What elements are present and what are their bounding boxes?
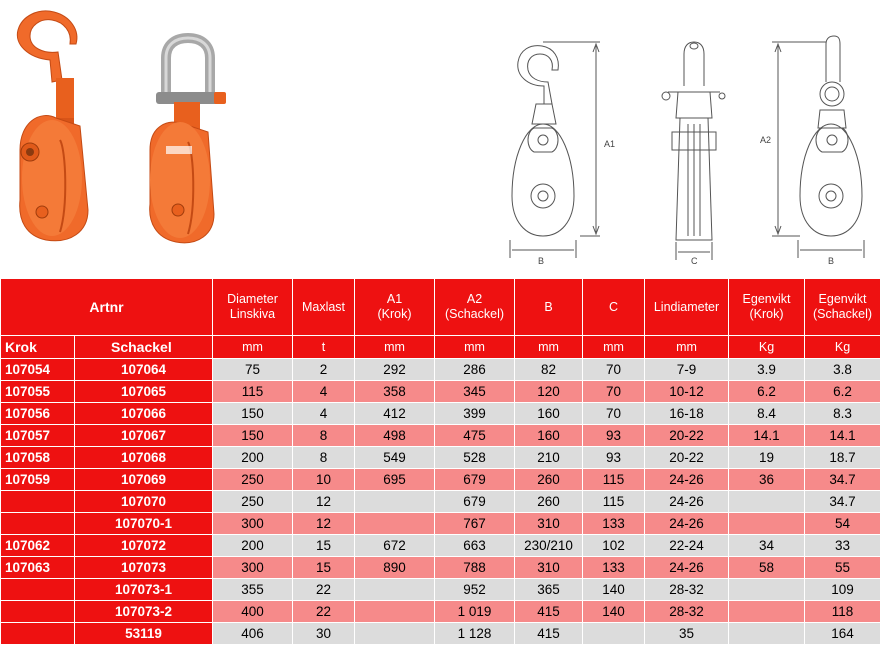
cell-vikt-schackel: 34.7 [805,491,880,513]
cell-schackel: 107064 [75,359,213,381]
shackle-block-photo [150,38,226,243]
header-vikt-schackel [805,279,880,336]
header-vikt-krok-line2: (Krok) [749,307,784,321]
cell-vikt-krok: 19 [729,447,805,469]
cell-vikt-schackel: 8.3 [805,403,880,425]
cell-vikt-schackel: 14.1 [805,425,880,447]
cell-krok: 107059 [1,469,75,491]
cell-a2: 399 [435,403,515,425]
hook-block-drawing [510,42,600,258]
cell-vikt-schackel: 18.7 [805,447,880,469]
cell-diameter: 300 [213,513,293,535]
cell-c [583,623,645,645]
cell-vikt-krok: 34 [729,535,805,557]
header-b-line1: B [544,299,553,314]
cell-vikt-krok [729,491,805,513]
header-vikt-krok-line1: Egenvikt [742,292,791,306]
cell-a1: 549 [355,447,435,469]
table-row [1,623,880,645]
cell-diameter: 150 [213,425,293,447]
cell-maxlast: 4 [293,403,355,425]
cell-b: 230/210 [515,535,583,557]
cell-vikt-schackel: 3.8 [805,359,880,381]
header-schackel: Schackel [75,336,213,359]
header-a2 [435,279,515,336]
cell-lindiameter: 20-22 [645,425,729,447]
cell-diameter: 115 [213,381,293,403]
table-row [1,491,880,513]
cell-b: 260 [515,469,583,491]
cell-krok: 107055 [1,381,75,403]
cell-vikt-schackel: 118 [805,601,880,623]
cell-maxlast: 15 [293,535,355,557]
cell-schackel: 107073 [75,557,213,579]
cell-c: 133 [583,513,645,535]
cell-c: 140 [583,601,645,623]
product-figure [0,0,880,278]
cell-vikt-krok: 14.1 [729,425,805,447]
cell-krok: 107056 [1,403,75,425]
cell-schackel: 107070 [75,491,213,513]
cell-c: 70 [583,403,645,425]
cell-a2: 1 128 [435,623,515,645]
cell-a2: 286 [435,359,515,381]
cell-schackel: 107073-2 [75,601,213,623]
dim-label-b-left: B [538,256,545,266]
cell-diameter: 200 [213,447,293,469]
cell-lindiameter: 28-32 [645,601,729,623]
cell-c: 70 [583,359,645,381]
cell-schackel: 107072 [75,535,213,557]
cell-a1 [355,623,435,645]
cell-b: 310 [515,513,583,535]
cell-diameter: 75 [213,359,293,381]
cell-lindiameter: 24-26 [645,469,729,491]
cell-c: 70 [583,381,645,403]
cell-a1: 412 [355,403,435,425]
cell-vikt-krok: 36 [729,469,805,491]
header-maxlast [293,279,355,336]
cell-a1: 672 [355,535,435,557]
hook-block-photo [17,11,88,241]
cell-a1: 695 [355,469,435,491]
cell-b: 120 [515,381,583,403]
cell-maxlast: 22 [293,579,355,601]
cell-krok: 107058 [1,447,75,469]
header-lindiameter [645,279,729,336]
cell-lindiameter: 24-26 [645,513,729,535]
header-row [1,279,880,336]
cell-vikt-schackel: 6.2 [805,381,880,403]
cell-diameter: 200 [213,535,293,557]
header-c-line1: C [609,299,619,314]
cell-lindiameter: 28-32 [645,579,729,601]
cell-vikt-krok: 6.2 [729,381,805,403]
dim-label-b-right: B [828,256,835,266]
header-diameter [213,279,293,336]
cell-b: 160 [515,425,583,447]
cell-a2: 1 019 [435,601,515,623]
table-row [1,535,880,557]
cell-b: 260 [515,491,583,513]
cell-krok: 107063 [1,557,75,579]
cell-lindiameter: 24-26 [645,557,729,579]
cell-b: 415 [515,601,583,623]
cell-a1: 890 [355,557,435,579]
cell-b: 160 [515,403,583,425]
cell-maxlast: 2 [293,359,355,381]
cell-c: 93 [583,447,645,469]
cell-vikt-krok [729,623,805,645]
cell-diameter: 406 [213,623,293,645]
cell-a1 [355,601,435,623]
table-row [1,403,880,425]
cell-c: 140 [583,579,645,601]
cell-a2: 788 [435,557,515,579]
dim-label-a1: A1 [604,139,616,149]
header-artnr: Artnr [1,279,213,336]
cell-lindiameter: 35 [645,623,729,645]
header-a2-line1: A2 [466,292,483,306]
cell-a2: 528 [435,447,515,469]
cell-maxlast: 30 [293,623,355,645]
cell-vikt-krok: 3.9 [729,359,805,381]
cell-maxlast: 8 [293,447,355,469]
cell-schackel: 107073-1 [75,579,213,601]
cell-maxlast: 22 [293,601,355,623]
cell-schackel: 107070-1 [75,513,213,535]
cell-a1: 292 [355,359,435,381]
table-row [1,601,880,623]
cell-lindiameter: 10-12 [645,381,729,403]
unit-row [1,336,880,359]
unit-a1: mm [355,336,435,359]
header-vikt-schackel-line1: Egenvikt [818,292,867,306]
cell-schackel: 107066 [75,403,213,425]
table-row [1,447,880,469]
cell-a2: 679 [435,491,515,513]
cell-a2: 952 [435,579,515,601]
cell-krok: 107062 [1,535,75,557]
cell-schackel: 53119 [75,623,213,645]
cell-schackel: 107065 [75,381,213,403]
cell-a1: 498 [355,425,435,447]
header-a1-line2: (Krok) [377,307,412,321]
cell-vikt-krok [729,513,805,535]
cell-vikt-krok: 8.4 [729,403,805,425]
cell-schackel: 107068 [75,447,213,469]
dim-label-a2: A2 [760,135,772,145]
unit-b: mm [515,336,583,359]
cell-schackel: 107069 [75,469,213,491]
header-maxlast-line1: Maxlast [301,299,346,314]
header-vikt-schackel-line2: (Schackel) [812,307,873,321]
cell-a1 [355,579,435,601]
cell-vikt-schackel: 109 [805,579,880,601]
header-b [515,279,583,336]
cell-krok [1,513,75,535]
cell-diameter: 250 [213,469,293,491]
cell-b: 415 [515,623,583,645]
cell-lindiameter: 20-22 [645,447,729,469]
cell-vikt-schackel: 33 [805,535,880,557]
unit-c: mm [583,336,645,359]
cell-a2: 475 [435,425,515,447]
cell-b: 310 [515,557,583,579]
header-c [583,279,645,336]
cell-maxlast: 15 [293,557,355,579]
cell-b: 82 [515,359,583,381]
cell-krok [1,623,75,645]
cell-schackel: 107067 [75,425,213,447]
cell-vikt-krok [729,579,805,601]
specification-table [0,278,880,645]
cell-maxlast: 12 [293,513,355,535]
cell-b: 210 [515,447,583,469]
unit-maxlast: t [293,336,355,359]
header-a1 [355,279,435,336]
cell-a1 [355,513,435,535]
header-a2-line2: (Schackel) [444,307,505,321]
cell-maxlast: 8 [293,425,355,447]
cell-a2: 345 [435,381,515,403]
front-view-drawing [662,42,725,260]
cell-a2: 767 [435,513,515,535]
header-diameter-line2: Linskiva [229,307,276,321]
table-body [1,359,880,645]
header-diameter-line1: Diameter [227,292,278,306]
cell-lindiameter: 22-24 [645,535,729,557]
header-vikt-krok [729,279,805,336]
unit-diameter: mm [213,336,293,359]
cell-vikt-krok [729,601,805,623]
cell-diameter: 250 [213,491,293,513]
table-row [1,469,880,491]
dim-label-c: C [691,256,698,266]
cell-diameter: 400 [213,601,293,623]
cell-c: 115 [583,469,645,491]
cell-a1 [355,491,435,513]
cell-a2: 663 [435,535,515,557]
table-row [1,381,880,403]
cell-maxlast: 12 [293,491,355,513]
header-krok: Krok [1,336,75,359]
cell-diameter: 150 [213,403,293,425]
cell-krok [1,579,75,601]
header-lindiameter-line1: Lindiameter [653,299,720,314]
cell-diameter: 355 [213,579,293,601]
unit-lindiameter: mm [645,336,729,359]
shackle-block-drawing [772,36,864,258]
cell-maxlast: 10 [293,469,355,491]
table-row [1,557,880,579]
table-row [1,513,880,535]
cell-vikt-schackel: 54 [805,513,880,535]
header-a1-line1: A1 [386,292,403,306]
cell-a2: 679 [435,469,515,491]
cell-lindiameter: 16-18 [645,403,729,425]
cell-vikt-krok: 58 [729,557,805,579]
table-row [1,425,880,447]
unit-vikt-schackel: Kg [805,336,880,359]
cell-c: 115 [583,491,645,513]
cell-vikt-schackel: 34.7 [805,469,880,491]
table-row [1,579,880,601]
cell-c: 102 [583,535,645,557]
table-row [1,359,880,381]
cell-c: 133 [583,557,645,579]
cell-lindiameter: 7-9 [645,359,729,381]
cell-maxlast: 4 [293,381,355,403]
cell-c: 93 [583,425,645,447]
cell-vikt-schackel: 164 [805,623,880,645]
cell-krok: 107054 [1,359,75,381]
cell-vikt-schackel: 55 [805,557,880,579]
cell-krok [1,491,75,513]
unit-a2: mm [435,336,515,359]
cell-diameter: 300 [213,557,293,579]
cell-b: 365 [515,579,583,601]
cell-krok [1,601,75,623]
unit-vikt-krok: Kg [729,336,805,359]
cell-lindiameter: 24-26 [645,491,729,513]
cell-krok: 107057 [1,425,75,447]
cell-a1: 358 [355,381,435,403]
